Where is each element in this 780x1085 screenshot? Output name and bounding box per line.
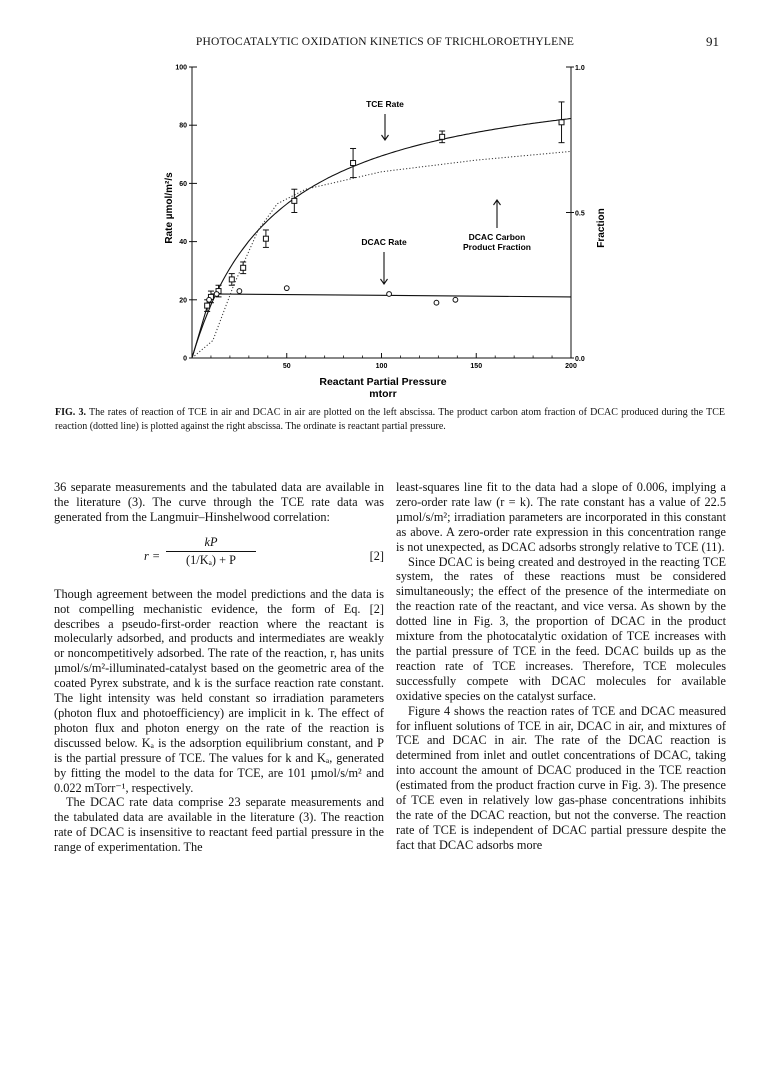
- y-tick-label-left: 60: [179, 180, 187, 188]
- annotation-dcac-rate: DCAC Rate: [361, 237, 407, 247]
- tce-data-point: [205, 303, 210, 308]
- y-tick-label-left: 0: [183, 355, 187, 363]
- dcac-data-point: [207, 297, 212, 302]
- chart-axes: [175, 65, 585, 371]
- x-tick-label: 50: [282, 363, 291, 370]
- dcac-data-point: [284, 286, 289, 291]
- y-axis-label-right: Fraction: [596, 208, 607, 248]
- y-tick-label-left: 40: [179, 239, 187, 247]
- annotation-dcac-fraction-line2: Product Fraction: [462, 242, 532, 252]
- tce-data-point: [229, 277, 234, 282]
- annotation-dcac-fraction-line1: DCAC Carbon: [468, 232, 526, 242]
- tce-data-point: [559, 120, 564, 125]
- equation-lhs: r =: [144, 548, 161, 563]
- x-tick-label: 100: [375, 363, 388, 370]
- x-tick-label: 150: [470, 363, 483, 370]
- equation-fraction: [166, 535, 256, 568]
- y-tick-label-left: 100: [175, 64, 187, 72]
- equation-2: [54, 531, 384, 583]
- tce-data-point: [440, 134, 445, 139]
- body-column-left: [54, 480, 384, 855]
- x-axis-label: Reactant Partial Pressure: [319, 376, 447, 388]
- equation-numerator: kP: [166, 535, 256, 552]
- y-tick-label-right: 0.5: [575, 210, 585, 218]
- paragraph: Figure 4 shows the reaction rates of TCE and DCAC measured for influent solutions of TCE in air, DCAC in air, and mixtures of TCE and DCAC in air. The rate of the DCAC reaction is determined from inlet and outlet concentrations of DCAC, taking into account the amount of DCAC produced in the TCE reaction (estimated from the product fraction curve in Fig. 3). The presence of TCE even in relatively low gas-phase concentrations inhibits the rate of the DCAC reaction, but not the converse. The reaction rate of TCE is independent of DCAC partial pressure despite the fact that DCAC adsorbs more: [396, 703, 726, 852]
- dcac-data-point: [387, 292, 392, 297]
- equation-number: [2]: [369, 548, 384, 563]
- dcac-model-line: [192, 294, 571, 358]
- y-tick-label-left: 80: [179, 122, 187, 130]
- x-tick-label: 200: [565, 363, 577, 370]
- y-axis-label-left: Rate µmol/m²/s: [164, 172, 175, 244]
- page-number: 91: [706, 34, 719, 49]
- tce-data-point: [292, 198, 297, 203]
- figure-3-chart: [0, 0, 780, 405]
- equation-denominator: (1/Kₐ) + P: [186, 552, 236, 567]
- running-title: PHOTOCATALYTIC OXIDATION KINETICS OF TRICHLOROETHYLENE: [195, 36, 575, 48]
- y-tick-label-right: 0.0: [575, 356, 585, 363]
- dcac-data-point: [453, 297, 458, 302]
- caption-text: The rates of reaction of TCE in air and DCAC in air are plotted on the left abscissa. The product carbon atom fraction of DCAC produced during the TCE reaction (dotted line) is plotted against the right abscissa. The ordinate is reactant partial pressure.: [55, 407, 725, 432]
- y-tick-label-right: 1.0: [575, 65, 585, 72]
- tce-data-point: [351, 161, 356, 166]
- tce-data-point: [263, 236, 268, 241]
- annotation-tce-rate: TCE Rate: [366, 99, 404, 109]
- chart-marks: [204, 102, 564, 312]
- tce-data-point: [241, 265, 246, 270]
- y-tick-label-left: 20: [179, 297, 187, 305]
- caption-label: FIG. 3.: [55, 407, 86, 418]
- dcac-fraction-dotted-curve: [192, 151, 571, 358]
- body-column-right: [396, 480, 726, 853]
- dcac-data-point: [237, 289, 242, 294]
- dcac-data-point: [214, 292, 219, 297]
- figure-caption: [55, 406, 725, 433]
- paragraph: least-squares line fit to the data had a slope of 0.006, implying a zero-order rate law (r = k). The rate constant has a value of 22.5 µmol/s/m²; irradiation parameters are incorporated in this constant as above. A zero-order rate expression in this concentration range is not unexpected, as DCAC adsorbs strongly relative to TCE (11).: [396, 480, 726, 554]
- paragraph: 36 separate measurements and the tabulated data are available in the literature (3). The curve through the TCE rate data was generated from the Langmuir–Hinshelwood correlation:: [54, 480, 384, 524]
- x-axis-unit: mtorr: [369, 388, 397, 400]
- dcac-data-point: [434, 300, 439, 305]
- paragraph: Though agreement between the model predictions and the data is not compelling mechanistic evidence, the form of Eq. [2] describes a pseudo-first-order reaction where the reactant is molecularly adsorbed, and products and intermediates are weakly or noncompetitively adsorbed. The rate of the reaction, r, has units µmol/s/m²-illuminated-catalyst based on the geometric area of the coated Pyrex substrate, and k is the surface reaction rate constant. The light intensity was held constant so irradiation parameters (photon flux and photoefficiency) are implicit in k. The effect of photon flux and photon energy on the rate of the reaction is discussed below. Kₐ is the adsorption equilibrium constant, and P is the partial pressure of TCE. The values for k and Kₐ, generated by fitting the model to the data for TCE, are 101 µmol/s/m² and 0.022 mTorr⁻¹, respectively.: [54, 586, 384, 795]
- paragraph: Since DCAC is being created and destroyed in the reacting TCE system, the rates of these reactions must be considered simultaneously; the effect of the presence of the intermediate on the reaction rate of the reactant, and vice versa. As shown by the dotted line in Fig. 3, the proportion of DCAC in the product mixture from the photocatalytic oxidation of TCE increases with the partial pressure of TCE in the feed. DCAC builds up as the reaction rate of TCE increases. Therefore, TCE molecules successfully compete with DCAC molecules for available oxidative species on the catalyst surface.: [396, 554, 726, 703]
- paragraph: The DCAC rate data comprise 23 separate measurements and the tabulated data are available in the literature (3). The reaction rate of DCAC is insensitive to reactant feed partial pressure in the range of experimentation. The: [54, 795, 384, 855]
